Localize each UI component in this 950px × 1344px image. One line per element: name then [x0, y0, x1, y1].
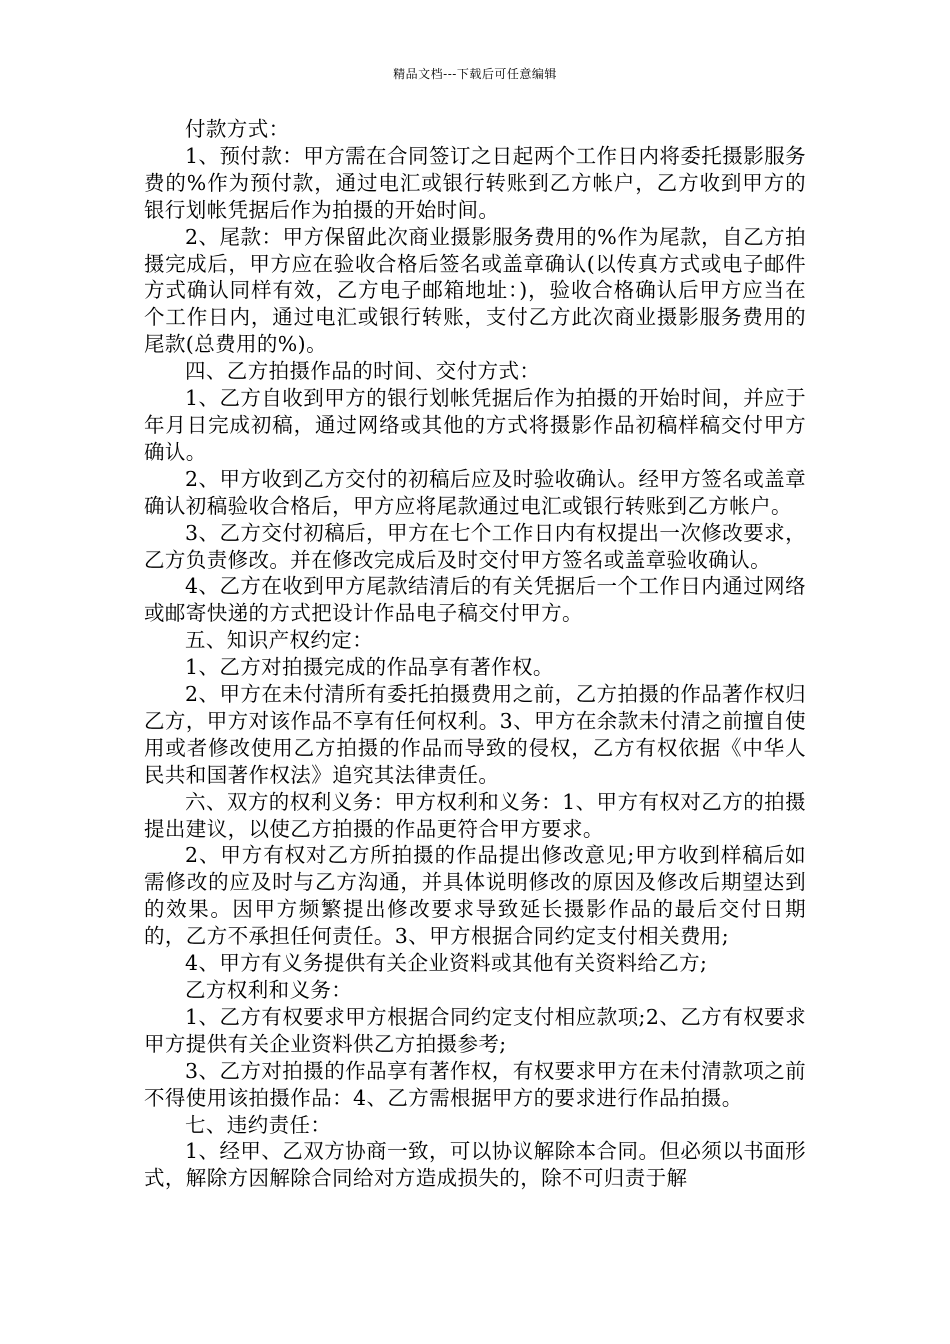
paragraph: 1、预付款：甲方需在合同签订之日起两个工作日内将委托摄影服务费的%作为预付款，通过电汇或银行转账到乙方帐户，乙方收到甲方的银行划帐凭据后作为拍摄的开始时间。	[144, 143, 806, 222]
page-header: 精品文档---下载后可任意编辑	[393, 67, 557, 81]
paragraph: 2、尾款：甲方保留此次商业摄影服务费用的%作为尾款，自乙方拍摄完成后，甲方应在验收合格后签名或盖章确认(以传真方式或电子邮件方式确认同样有效，乙方电子邮箱地址：)，验收合格确认后甲方应当在个工作日内，通过电汇或银行转账，支付乙方此次商业摄影服务费用的尾款(总费用的%)。	[144, 224, 806, 357]
paragraph: 4、乙方在收到甲方尾款结清后的有关凭据后一个工作日内通过网络或邮寄快递的方式把设计作品电子稿交付甲方。	[144, 574, 806, 626]
paragraph: 2、甲方有权对乙方所拍摄的作品提出修改意见;甲方收到样稿后如需修改的应及时与乙方沟通，并具体说明修改的原因及修改后期望达到的效果。因甲方频繁提出修改要求导致延长摄影作品的最后交付日期的，乙方不承担任何责任。3、甲方根据合同约定支付相关费用;	[144, 843, 806, 949]
paragraph: 1、乙方对拍摄完成的作品享有著作权。	[185, 655, 554, 680]
section-heading-payment: 付款方式：	[185, 117, 290, 141]
paragraph: 3、乙方对拍摄的作品享有著作权，有权要求甲方在未付清款项之前不得使用该拍摄作品：4、乙方需根据甲方的要求进行作品拍摄。	[144, 1058, 806, 1110]
paragraph: 1、乙方自收到甲方的银行划帐凭据后作为拍摄的开始时间，并应于年月日完成初稿，通过网络或其他的方式将摄影作品初稿样稿交付甲方确认。	[144, 386, 806, 464]
section-heading-rights: 六、双方的权利义务：甲方权利和义务：1、甲方有权对乙方的拍摄提出建议，以使乙方拍摄的作品更符合甲方要求。	[144, 789, 806, 841]
paragraph: 2、甲方在未付清所有委托拍摄费用之前，乙方拍摄的作品著作权归乙方，甲方对该作品不享有任何权利。3、甲方在余款未付清之前擅自使用或者修改使用乙方拍摄的作品而导致的侵权，乙方有权依据《中华人民共和国著作权法》追究其法律责任。	[144, 682, 806, 787]
document-body	[144, 116, 806, 1192]
paragraph: 1、经甲、乙双方协商一致，可以协议解除本合同。但必须以书面形式，解除方因解除合同给对方造成损失的，除不可归责于解	[144, 1139, 806, 1191]
section-heading-liability: 七、违约责任：	[185, 1112, 332, 1137]
section-heading-ip: 五、知识产权约定：	[185, 628, 374, 653]
paragraph: 4、甲方有义务提供有关企业资料或其他有关资料给乙方;	[185, 951, 708, 976]
paragraph: 3、乙方交付初稿后，甲方在七个工作日内有权提出一次修改要求，乙方负责修改。并在修改完成后及时交付甲方签名或盖章验收确认。	[144, 520, 806, 572]
paragraph: 1、乙方有权要求甲方根据合同约定支付相应款项;2、乙方有权要求甲方提供有关企业资料供乙方拍摄参考;	[144, 1004, 806, 1056]
section-heading-delivery: 四、乙方拍摄作品的时间、交付方式：	[185, 359, 541, 384]
subsection-heading-party-b: 乙方权利和义务：	[185, 978, 353, 1002]
paragraph: 2、甲方收到乙方交付的初稿后应及时验收确认。经甲方签名或盖章确认初稿验收合格后，甲方应将尾款通过电汇或银行转账到乙方帐户。	[144, 466, 806, 518]
